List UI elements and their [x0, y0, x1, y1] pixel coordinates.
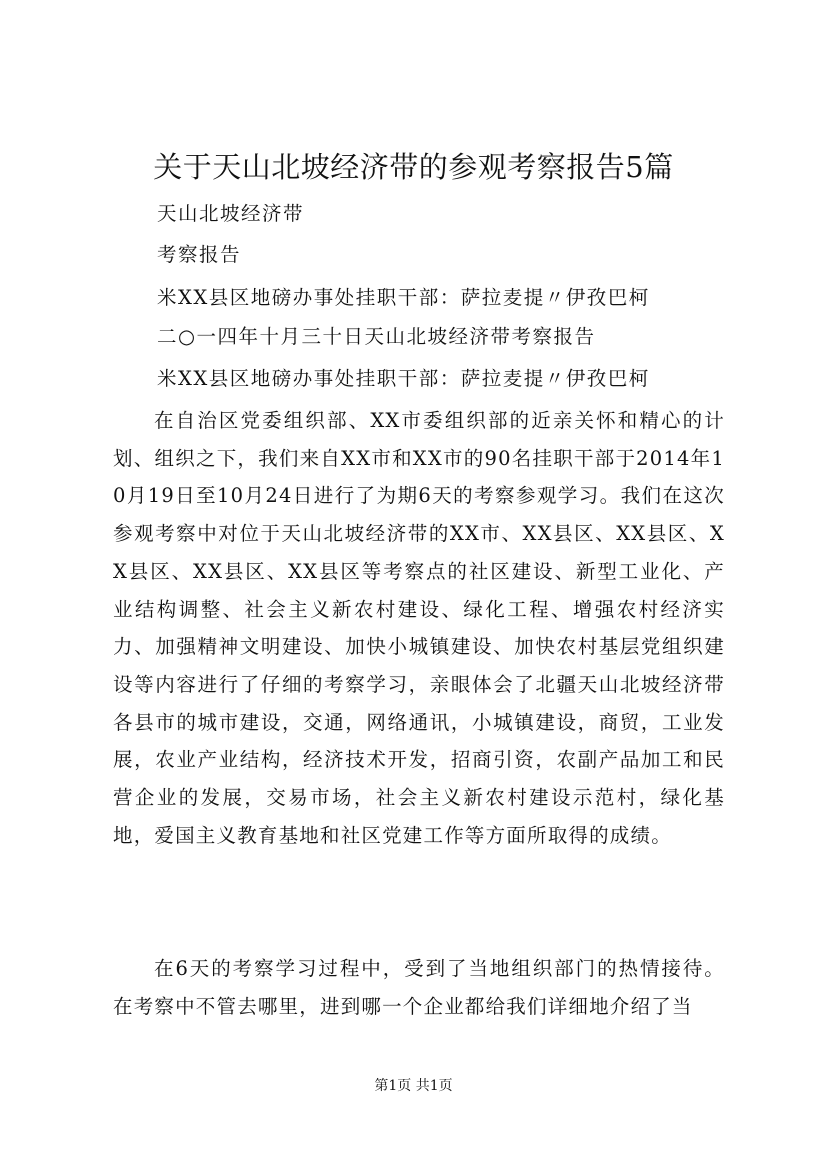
- page-footer: 第1页 共1页: [374, 1078, 453, 1094]
- header-line-report: 考察报告: [157, 243, 242, 266]
- header-line-author: 米XX县区地磅办事处挂职干部：萨拉麦提〃伊孜巴柯: [157, 286, 650, 309]
- body-paragraph-1: 在自治区党委组织部、XX市委组织部的近亲关怀和精心的计划、组织之下，我们来自XX市和XX市的90名挂职干部于2014年10月19日至10月24日进行了为期6天的考察参观学习。我们在这次参观考察中对位于天山北坡经济带的XX市、XX县区、XX县区、XX县区、XX县区、XX县区等考察点的社区建设、新型工业化、产业结构调整、社会主义新农村建设、绿化工程、增强农村经济实力、加强精神文明建设、加快小城镇建设、加快农村基层党组织建设等内容进行了仔细的考察学习，亲眼体会了北疆天山北坡经济带各县市的城市建设，交通，网络通讯，小城镇建设，商贸，工业发展，农业产业结构，经济技术开发，招商引资，农副产品加工和民营企业的发展，交易市场，社会主义新农村建设示范村，绿化基地，爱国主义教育基地和社区党建工作等方面所取得的成绩。: [113, 409, 725, 847]
- body-paragraph-2: 在6天的考察学习过程中，受到了当地组织部门的热情接待。在考察中不管去哪里，进到哪一个企业都给我们详细地介绍了当: [113, 957, 725, 1018]
- document-title: 关于天山北坡经济带的参观考察报告5篇: [153, 150, 674, 184]
- header-line-author-repeat: 米XX县区地磅办事处挂职干部：萨拉麦提〃伊孜巴柯: [157, 367, 650, 390]
- header-line-date: 二○一四年十月三十日天山北坡经济带考察报告: [157, 325, 596, 348]
- header-line-region: 天山北坡经济带: [157, 202, 305, 225]
